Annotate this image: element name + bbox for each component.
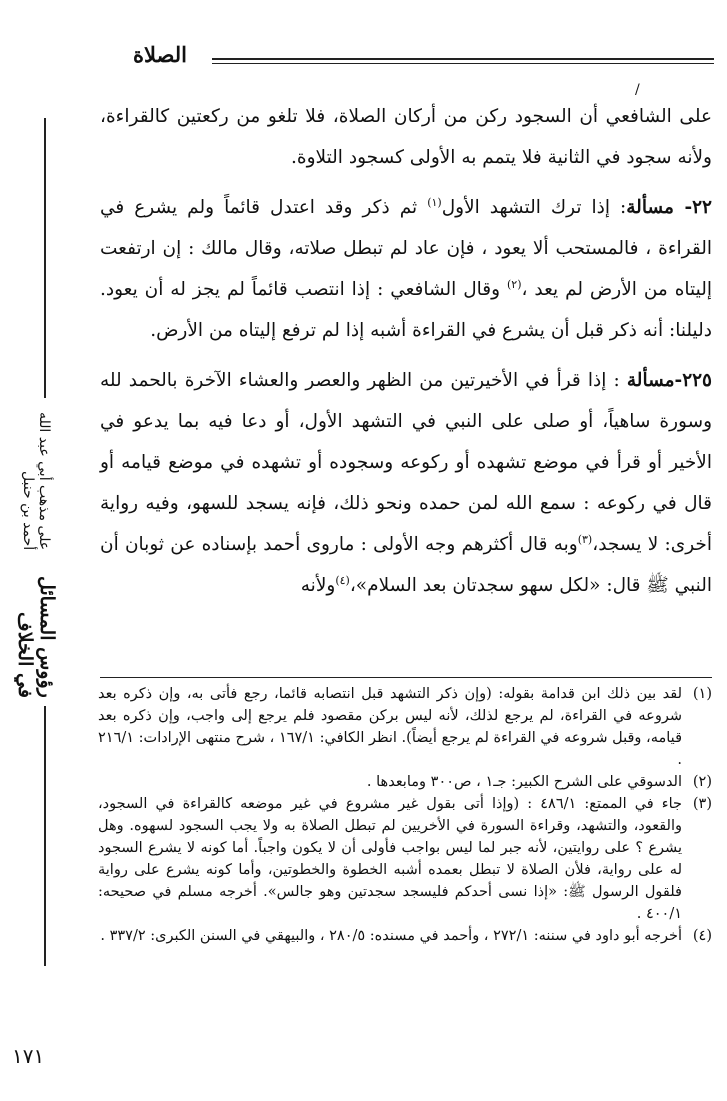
issue-225-text-a: : إذا قرأ في الأخيرتين من الظهر والعصر والعشاء الآخرة بالحمد لله وسورة ساهياً، أو صلى على النبي في التشهد الأول، أو دعا فيه بما يدعو في الأخير أو قرأ في موضع تشهده أو ركوعه وسجوده أو تشهده في موضع قيامه أو قال في ركوعه : سمع الله لمن حمده ونحو ذلك، فإنه يسجد للسهو، وفيه رواية أخرى: لا يسجد، — [100, 370, 713, 555]
footnote-2 — [98, 771, 712, 793]
side-running-title — [4, 398, 68, 698]
issue-222-text-b: ثم ذكر وقد اعتدل قائماً ولم يشرع في القراءة ، فالمستحب ألا يعود ، فإن عاد لم تبطل صلاته، وقال مالك : إن ارتفعت إليتاه من الأرض لم يعد ، — [100, 197, 712, 300]
p1-line2: كالقراءة، ولأنه سجود في الثانية فلا يتمم به الأولى كسجود التلاوة. — [100, 106, 712, 168]
footnote-ref-4[interactable]: (٤) — [335, 573, 350, 587]
margin-mark: / — [635, 82, 640, 98]
footnote-3-text: جاء في الممتع: ٤٨٦/١ : (وإذا أتى بقول غير مشروع في غير موضعه كالقراءة في السجود، والقعود، والتشهد، وقراءة السورة في الأخريين لم تبطل الصلاة به ولا يجب السجود لسهوه. وهل يشرع ؟ على روايتين، لأنه جبر لما ليس بواجب فأولى أن لا يكون واجباً. أما كونه لا يشرع السجود له على رواية، فلأن الصلاة لا تبطل بعمده أشبه الخطوة والخطوتين، وأما كونه يشرع على رواية فلقول الرسول ﷺ: «إذا نسى أحدكم فليسجد سجدتين وهو جالس». أخرجه مسلم في صحيحه: ٤٠٠/١ . — [98, 796, 682, 922]
footnote-4 — [98, 925, 712, 947]
header-rule — [212, 58, 714, 64]
issue-225-text-b: وبه قال أكثرهم وجه الأولى : ماروى أحمد بإسناده عن ثوبان أن النبي ﷺ قال: «لكل سهو سجدتان بعد السلام»، — [100, 534, 712, 596]
issue-225-heading: ٢٢٥-مسألة — [626, 370, 712, 391]
footnote-1 — [98, 683, 712, 771]
footnote-1-text: لقد بين ذلك ابن قدامة بقوله: (وإن ذكر التشهد قبل انتصابه قائما، رجع فأتى به، وإن ذكره بعد شروعه في القراءة، لم يرجع لذلك، لأنه ليس بركن مقصود فلم يرجع إلى واجب، وإن ذكره بعد قيامه، وقبل شروعه في القراءة لم يرجع أيضاً). انظر الكافي: ١٦٧/١ ، شرح منتهى الإرادات: ٢١٦/١ . — [98, 686, 682, 768]
footnote-ref-1[interactable]: (١) — [427, 195, 442, 209]
footnote-ref-2[interactable]: (٢) — [507, 277, 522, 291]
footnotes — [98, 683, 712, 947]
footnote-ref-3[interactable]: (٣) — [577, 532, 593, 546]
running-header-title: الصلاة — [133, 42, 187, 67]
side-title-sub: على مذهب أبي عبد الله أحمد بن حنبل — [20, 412, 52, 551]
footnote-4-text: أخرجه أبو داود في سننه: ٢٧٢/١ ، وأحمد في مسنده: ٢٨٠/٥ ، والبيهقي في السنن الكبرى: ٣٣٧/٢ . — [100, 928, 682, 944]
issue-222-text-a: : إذا ترك التشهد الأول — [441, 197, 627, 218]
footnote-2-text: الدسوقي على الشرح الكبير: جـ١ ، ص٣٠٠ ومابعدها . — [366, 774, 682, 790]
footnote-3-number: (٣) — [692, 796, 712, 812]
issue-222-text-c: وقال الشافعي : إذا انتصب قائماً لم يجز له أن يعود. دليلنا: أنه ذكر قبل أن يشرع في القراءة أشبه إذا لم ترفع إليتاه من الأرض. — [100, 279, 712, 341]
side-rule-top — [44, 118, 46, 398]
issue-222 — [100, 187, 712, 351]
footnote-3 — [98, 793, 712, 925]
issue-225-text-c: ولأنه — [300, 575, 336, 596]
footnote-separator — [100, 677, 712, 678]
footnote-4-number: (٤) — [692, 928, 712, 944]
page-number: ١٧١ — [12, 1044, 45, 1068]
side-title-main: رؤوس المسائل في الخلاف — [14, 576, 58, 698]
footnote-1-number: (١) — [692, 686, 712, 702]
issue-222-heading: ٢٢- مسألة — [626, 197, 712, 218]
footnote-2-number: (٢) — [692, 774, 712, 790]
paragraph-continuation — [100, 96, 712, 178]
issue-225 — [100, 360, 712, 606]
p1-line1: على الشافعي أن السجود ركن من أركان الصلاة، فلا تلغو من ركعتين — [176, 106, 712, 127]
main-text — [100, 96, 712, 606]
side-rule-bottom — [44, 706, 46, 966]
